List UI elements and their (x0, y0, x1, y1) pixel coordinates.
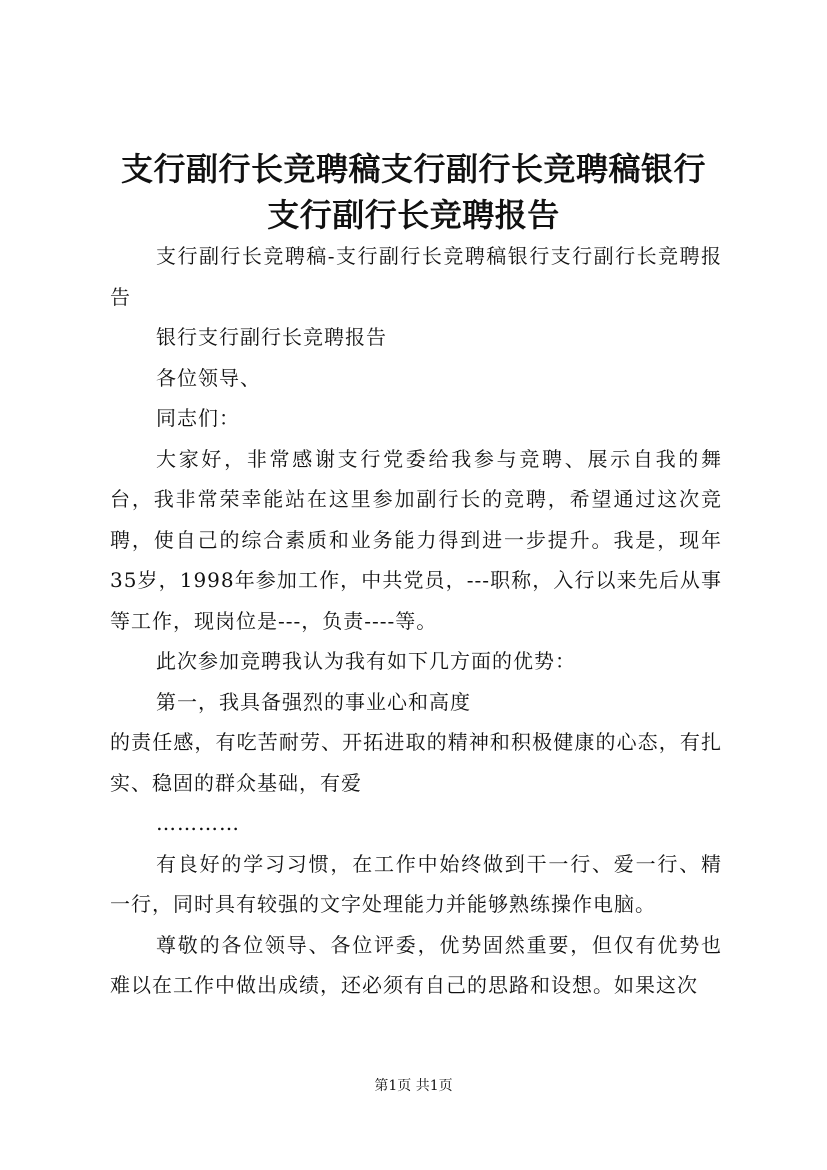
paragraph-subtitle: 支行副行长竞聘稿-支行副行长竞聘稿银行支行副行长竞聘报告 (110, 244, 722, 309)
paragraph-first-point-continued: 的责任感，有吃苦耐劳、开拓进取的精神和积极健康的心态，有扎实、稳固的群众基础，有爱 (110, 730, 722, 795)
document-body (110, 236, 722, 1006)
ellipsis-divider: ………… (156, 811, 240, 835)
paragraph-introduction: 大家好，非常感谢支行党委给我参与竞聘、展示自我的舞台，我非常荣幸能站在这里参加副行长的竞聘，希望通过这次竞聘，使自己的综合素质和业务能力得到进一步提升。我是，现年35岁，1998年参加工作，中共党员，---职称，入行以来先后从事等工作，现岗位是---，负责----等。 (110, 446, 722, 633)
paragraph-advantages-intro: 此次参加竞聘我认为我有如下几方面的优势： (156, 649, 576, 673)
paragraph-report-heading: 银行支行副行长竞聘报告 (156, 325, 387, 349)
paragraph-salutation-comrades: 同志们： (156, 406, 240, 430)
page-title: 支行副行长竞聘稿支行副行长竞聘稿银行支行副行长竞聘报告 (120, 150, 706, 234)
paragraph-first-point: 第一，我具备强烈的事业心和高度 (156, 689, 471, 714)
paragraph-salutation-leaders: 各位领导、 (156, 365, 261, 390)
paragraph-ideas: 尊敬的各位领导、各位评委，优势固然重要，但仅有优势也难以在工作中做出成绩，还必须有自己的思路和设想。如果这次 (110, 932, 722, 997)
paragraph-learning-habits: 有良好的学习习惯，在工作中始终做到干一行、爱一行、精一行，同时具有较强的文字处理能力并能够熟练操作电脑。 (110, 851, 722, 916)
page-footer: 第1页 共1页 (374, 1078, 453, 1094)
